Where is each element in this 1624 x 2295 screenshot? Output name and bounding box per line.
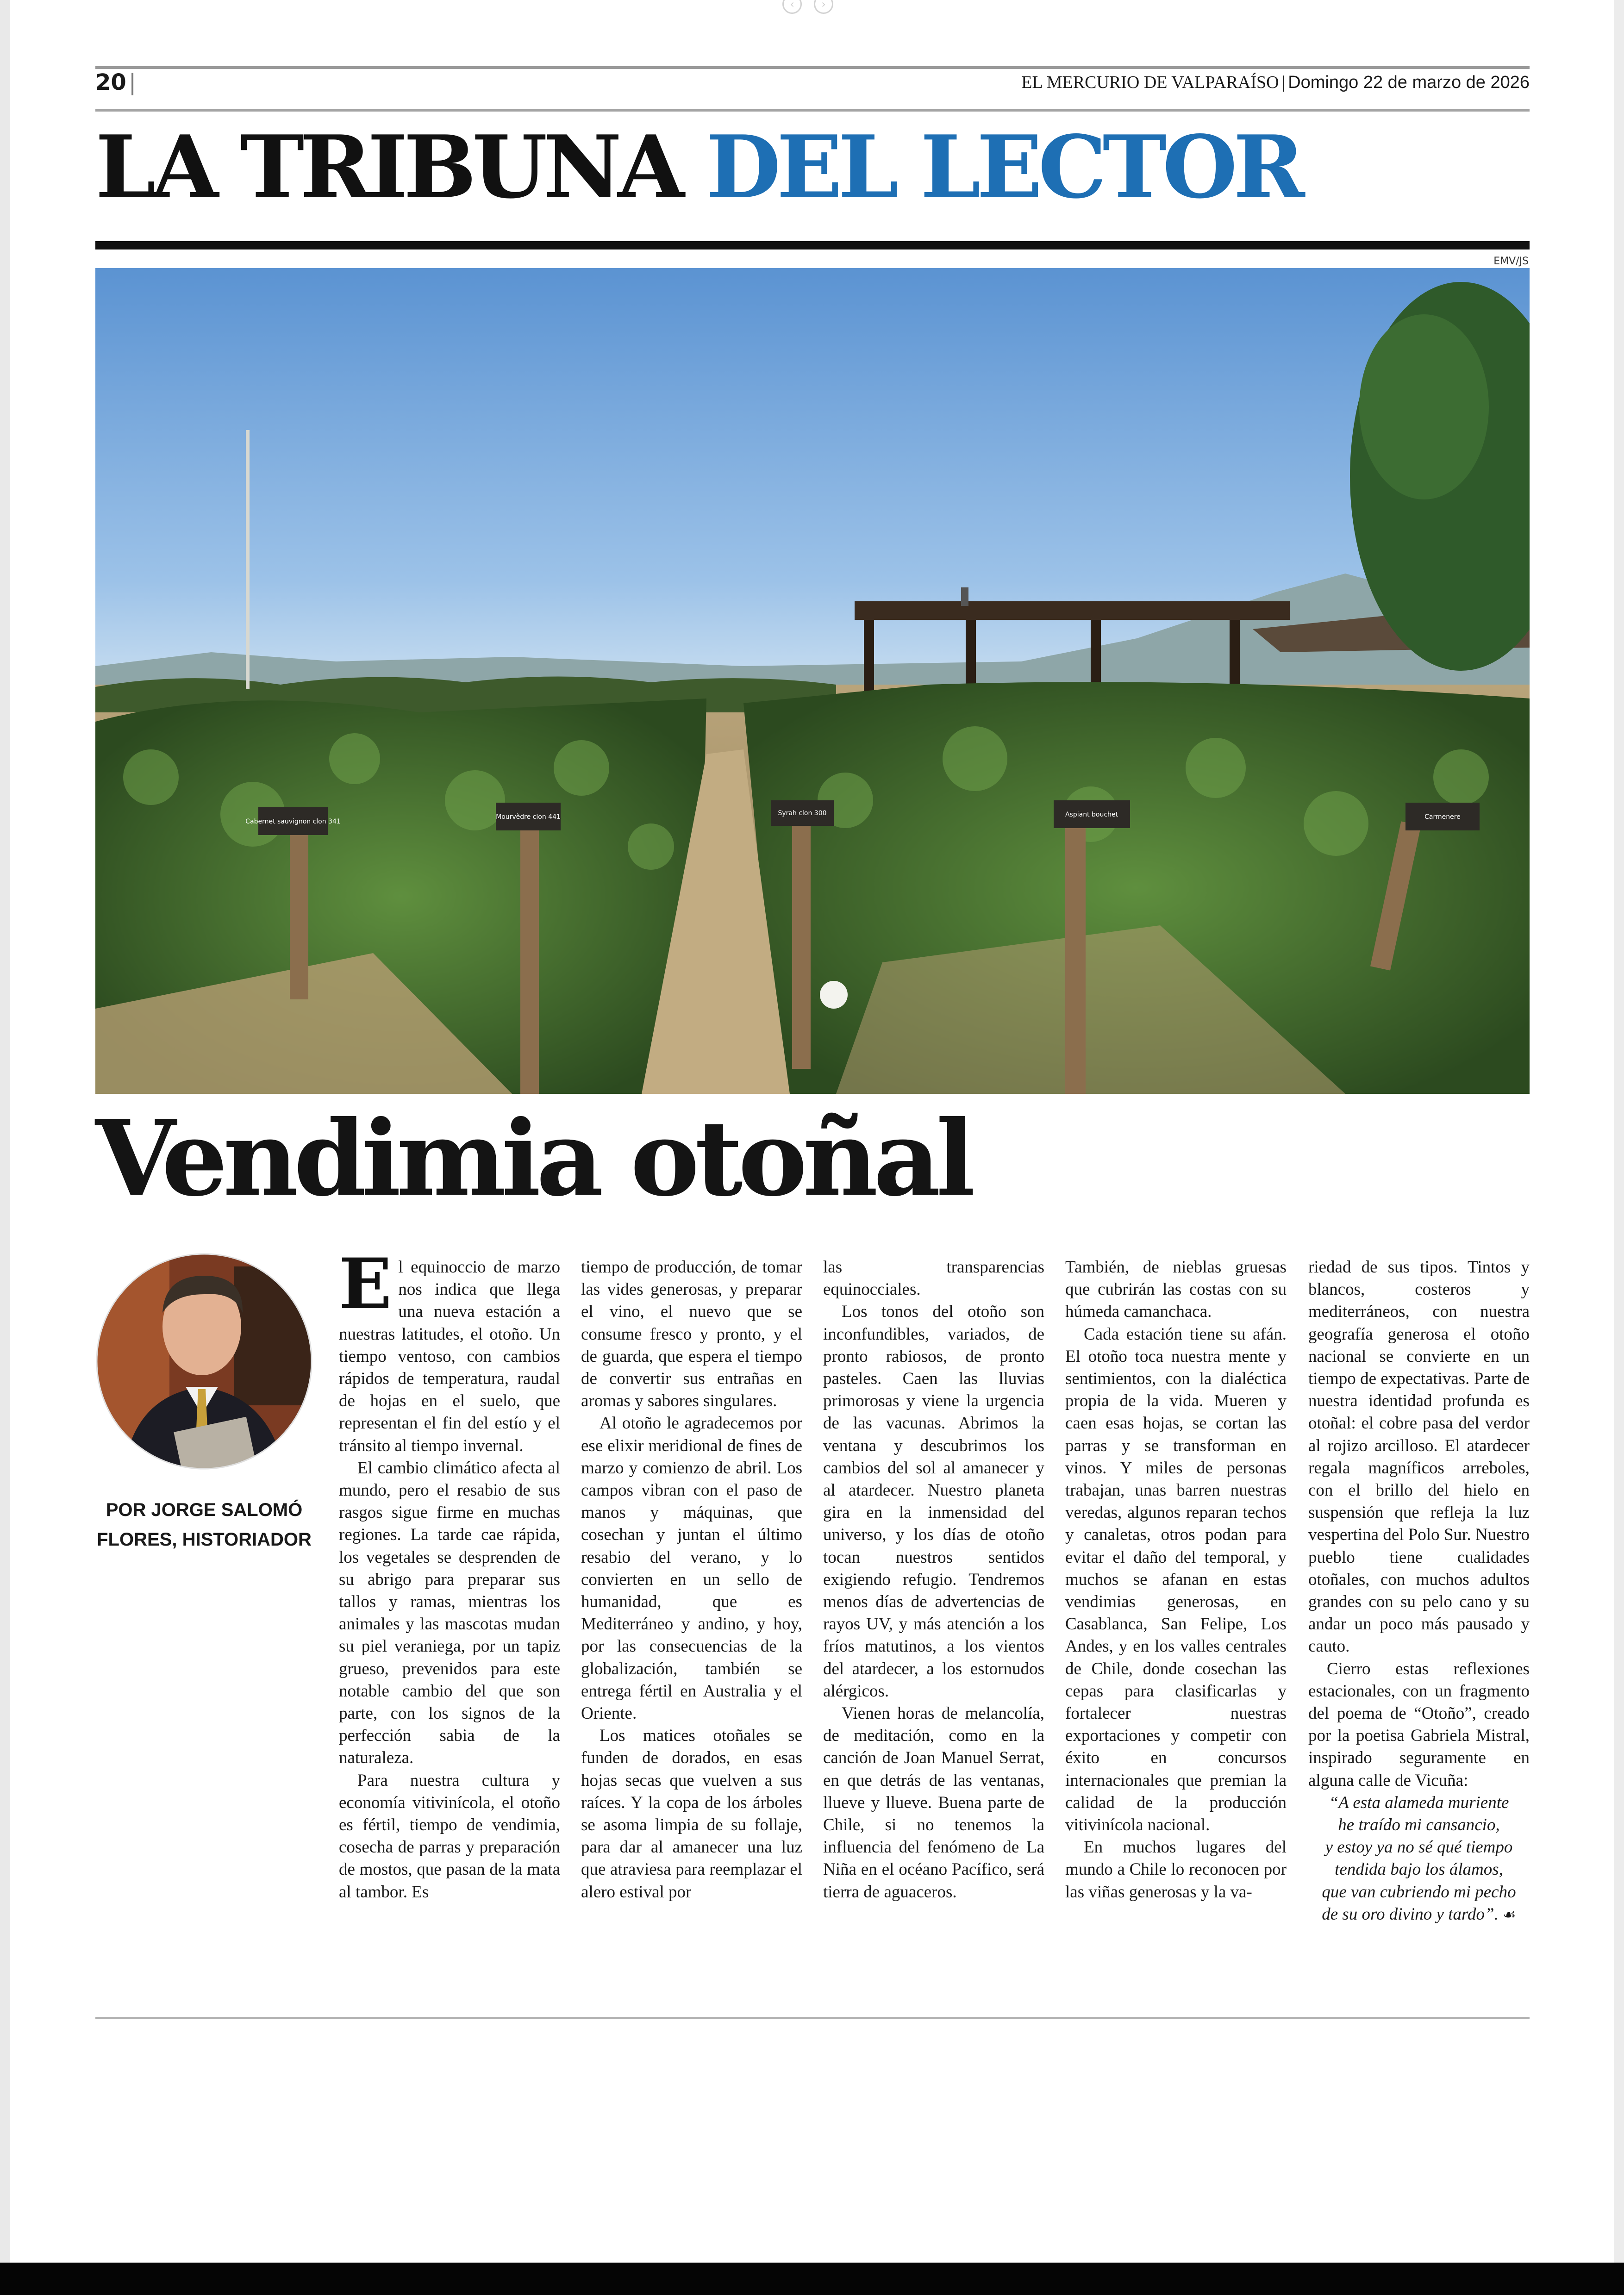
masthead-rule: [95, 241, 1530, 249]
sign-label-3: Syrah clon 300: [778, 810, 827, 817]
author-avatar: [95, 1248, 313, 1475]
next-page-icon[interactable]: ›: [814, 0, 833, 14]
viewer-bottom-bar: [0, 2263, 1624, 2295]
header-rule: [95, 66, 1530, 69]
header-underline: [95, 109, 1530, 112]
poem-line: he traído mi cansancio,: [1338, 1815, 1500, 1835]
end-mark-icon: ☙: [1503, 1905, 1516, 1923]
paragraph: El cambio climático afecta al mundo, pero el resabio de sus rasgos sigue firme en muchas regiones. La tarde cae rápida, los vegetales se desprenden de su abrigo para preparar sus tallos y ramas, mientras los animales y las mascotas mudan su piel veraniega, por un tapiz grueso, prevenidos para este notable cambio del que son parte, con los signos de la perfección sabia de la naturaleza.: [339, 1458, 560, 1768]
page-number: 20: [95, 69, 126, 95]
article-column-2: [581, 1256, 802, 1903]
page-right-edge: [1614, 0, 1624, 2263]
paragraph: Cierro estas reflexiones estacionales, con un fragmento del poema de “Otoño”, creado por la poetisa Gabriela Mistral, inspirado seguramente en alguna calle de Vicuña:: [1308, 1659, 1530, 1790]
page-nav: [782, 0, 833, 14]
dateline-separator: |: [1281, 73, 1286, 92]
footer-rule: [95, 2017, 1530, 2019]
poem-line: de su oro divino y tardo”. ☙: [1322, 1904, 1516, 1924]
poem-line: “A esta alameda muriente: [1329, 1793, 1509, 1812]
poem-line: tendida bajo los álamos,: [1335, 1860, 1503, 1879]
byline: [95, 1495, 313, 1554]
publication-name: EL MERCURIO DE VALPARAÍSO: [1021, 73, 1279, 92]
paragraph: tiempo de producción, de tomar las vides generosas, y preparar el vino, el nuevo que se consume fresco y pronto, y el de guarda, que espera el tiempo de convertir sus entrañas en aromas y sabores singulares.: [581, 1258, 802, 1411]
article-column-4: [1065, 1256, 1287, 1903]
paragraph: las transparencias equinocciales.: [823, 1258, 1044, 1299]
paragraph: Al otoño le agradecemos por ese elixir meridional de fines de marzo y comienzo de abril. Los campos vibran con el paso de manos y máquinas, que cosechan y juntan el último resabio del verano, y lo convierten en un sello de humanidad, que es Mediterráneo y andino, y hoy, por las consecuencias de la globalización, también se entrega fértil en Australia y el Oriente.: [581, 1414, 802, 1723]
sign-label-1: Cabernet sauvignon clon 341: [245, 818, 341, 825]
prev-page-icon[interactable]: ‹: [782, 0, 802, 14]
dateline: [1021, 72, 1530, 93]
poem-line: que van cubriendo mi pecho: [1322, 1882, 1516, 1902]
paragraph: En muchos lugares del mundo a Chile lo reconocen por las viñas generosas y la va-: [1065, 1838, 1287, 1902]
dropcap: E: [339, 1243, 392, 1325]
paragraph: Los matices otoñales se funden de dorados, en esas hojas secas que vuelven a sus raíces. Y la copa de los árboles se asoma limpia de su follaje, para dar al amanecer una luz que atraviesa para reemplazar el alero estival por: [581, 1726, 802, 1902]
article-column-1: [339, 1243, 560, 1903]
paragraph: riedad de sus tipos. Tintos y blancos, costeros y mediterráneos, con nuestra geografía generosa el otoño nacional se convierte en un tiempo de expectativas. Parte de nuestra identidad profunda es otoñal: el cobre pasa del verdor al rojizo arcilloso. El atardecer regala magníficos arreboles, con el brillo del hielo en suspensión que refleja la luz vespertina del Polo Sur. Nuestro pueblo tiene cualidades otoñales, con muchos adultos grandes con su pelo cano y su andar un poco más pausado y cauto.: [1308, 1258, 1530, 1656]
photo-credit: EMV/JS: [1493, 256, 1529, 267]
section-title: [95, 116, 1301, 218]
section-title-part1: LA TRIBUNA: [95, 116, 681, 218]
paragraph: Cada estación tiene su afán. El otoño toca nuestra mente y sentimientos, con la dialéctica propia de la vida. Mueren y caen esas hojas, se cortan las parras y se transforman en vinos. Y miles de personas trabajan, unas barren nuestras veredas, algunos reparan techos y canaletas, otros podan para evitar el daño del temporal, y muchos se afanan en estas vendimias generosas, en Casablanca, San Felipe, Los Andes, y en los valles centrales de Chile, donde cosechan las cepas para clasificarlas y fortalecer nuestras exportaciones y competir con éxito en concursos internacionales que premian la calidad de la producción vitivinícola nacional.: [1065, 1324, 1287, 1835]
section-title-part2: DEL LECTOR: [706, 116, 1301, 218]
article-column-3: [823, 1256, 1044, 1903]
sign-label-5: Carmenere: [1424, 813, 1461, 821]
paragraph: Para nuestra cultura y economía vitivinícola, el otoño es fértil, tiempo de vendimia, cosecha de parras y preparación de mostos, que pasan de la mata al tambor. Es: [339, 1771, 560, 1902]
paragraph: El equinoccio de marzo nos indica que llega una nueva estación a nuestras latitudes, el otoño. Un tiempo ventoso, con cambios rápidos de temperatura, raudal de hojas en el suelo, que representan el fin del estío y el tránsito al tiempo invernal.: [339, 1243, 560, 1455]
byline-line-2: FLORES, HISTORIADOR: [97, 1529, 312, 1550]
sign-label-2: Mourvèdre clon 441: [496, 813, 561, 821]
article-headline: Vendimia otoñal: [95, 1098, 971, 1219]
article-body: [339, 1243, 1530, 1924]
paragraph: Los tonos del otoño son inconfundibles, variados, de pronto rabiosos, de pronto pasteles. Caen las lluvias primorosas y viene la urgencia de las vacunas. Abrimos la ventana y descubrimos los cambios del sol al amanecer y al atardecer. Nuestro planeta gira en la inmensidad del universo, y los días de otoño tocan nuestros sentidos exigiendo refugio. Tendremos menos días de advertencias de rayos UV, y más atención a los fríos matutinos, a los vientos del atardecer, a los estornudos alérgicos.: [823, 1302, 1044, 1701]
page-left-edge: [0, 0, 10, 2263]
poem-line: y estoy ya no sé qué tiempo: [1325, 1838, 1513, 1857]
paragraph: También, de nieblas gruesas que cubrirán las costas con su húmeda camanchaca.: [1065, 1258, 1287, 1322]
sign-label-4: Aspiant bouchet: [1065, 811, 1118, 818]
byline-line-1: POR JORGE SALOMÓ: [106, 1500, 303, 1520]
paragraph: Vienen horas de melancolía, de meditación, como en la canción de Joan Manuel Serrat, en que detrás de las ventanas, llueve y llueve. Buena parte de Chile, si no tenemos la influencia del fenómeno de La Niña en el océano Pacífico, será tierra de aguaceros.: [823, 1704, 1044, 1902]
article-column-5: [1308, 1256, 1530, 1926]
page-number-separator: |: [129, 69, 137, 95]
publication-date: Domingo 22 de marzo de 2026: [1288, 73, 1530, 92]
vineyard-photo: [95, 268, 1530, 1094]
